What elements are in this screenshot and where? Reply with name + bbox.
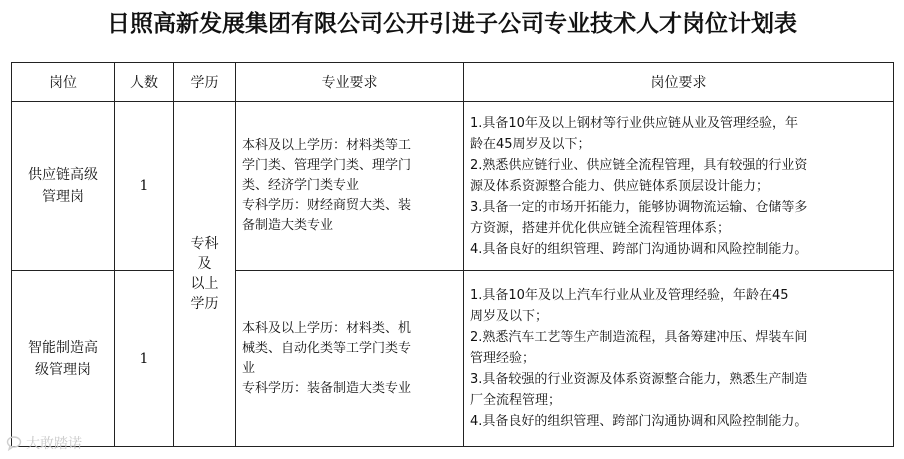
major-line: 备制造大类专业 xyxy=(242,218,334,233)
major-line: 学门类、管理学门类、理学门 xyxy=(242,158,412,173)
requirement-line: 管理经验； xyxy=(470,351,536,366)
education-line: 以上 xyxy=(190,276,219,292)
watermark xyxy=(6,433,82,453)
table-row xyxy=(12,102,894,271)
major-line: 本科及以上学历：材料类等工 xyxy=(242,138,412,153)
post-name-line: 供应链高级 xyxy=(28,167,98,183)
position-requirement-cell xyxy=(464,271,894,447)
table-row xyxy=(12,271,894,447)
major-line: 类、经济学门类专业 xyxy=(242,178,360,193)
requirement-line: 周岁及以下； xyxy=(470,309,549,324)
requirement-line: 方资源，搭建并优化供应链全流程管理体系； xyxy=(470,220,731,236)
major-line: 专科学历：装备制造大类专业 xyxy=(242,380,412,396)
requirement-line: 龄在45周岁及以下； xyxy=(470,136,591,152)
requirement-line: 4.具备良好的组织管理、跨部门沟通协调和风险控制能力。 xyxy=(470,241,808,257)
requirement-line: 2.熟悉汽车工艺等生产制造流程，具备筹建冲压、焊装车间 xyxy=(470,330,808,345)
header-requirements: 岗位要求 xyxy=(464,63,894,102)
education-line: 专科 xyxy=(190,236,219,252)
position-requirement-cell xyxy=(464,102,894,271)
header-post: 岗位 xyxy=(12,63,115,102)
major-line: 械类、自动化类等工学门类专 xyxy=(242,340,412,356)
table-header-row xyxy=(12,63,894,102)
major-line: 本科及以上学历：材料类、机 xyxy=(242,320,412,336)
major-line: 业 xyxy=(242,360,256,376)
requirement-line: 3.具备较强的行业资源及体系资源整合能力，熟悉生产制造 xyxy=(470,372,808,387)
header-major: 专业要求 xyxy=(236,63,464,102)
position-plan-table xyxy=(11,62,894,447)
chat-bubble-icon xyxy=(6,435,22,451)
education-cell xyxy=(174,102,236,447)
post-cell xyxy=(12,102,115,271)
post-name-line: 智能制造高 xyxy=(28,339,98,356)
requirement-line: 源及体系资源整合能力、供应链体系顶层设计能力； xyxy=(470,178,770,194)
header-education: 学历 xyxy=(174,63,236,102)
requirement-line: 厂全流程管理； xyxy=(470,393,562,408)
page-title: 日照高新发展集团有限公司公开引进子公司专业技术人才岗位计划表 xyxy=(107,10,797,37)
requirement-line: 4.具备良好的组织管理、跨部门沟通协调和风险控制能力。 xyxy=(470,414,808,429)
post-name-line: 级管理岗 xyxy=(35,361,91,378)
requirement-line: 3.具备一定的市场开拓能力，能够协调物流运输、仓储等多 xyxy=(470,199,808,215)
major-line: 专科学历：财经商贸大类、装 xyxy=(242,198,412,213)
watermark-text: 大敢踏诺 xyxy=(26,436,82,452)
education-line: 学历 xyxy=(190,296,219,312)
education-line: 及 xyxy=(197,256,212,272)
requirement-line: 2.熟悉供应链行业、供应链全流程管理，具有较强的行业资 xyxy=(470,157,808,173)
major-requirement-cell xyxy=(236,271,464,447)
headcount-cell: 1 xyxy=(115,271,174,447)
post-name-line: 管理岗 xyxy=(42,189,84,205)
major-requirement-cell xyxy=(236,102,464,271)
header-count: 人数 xyxy=(115,63,174,102)
requirement-line: 1.具备10年及以上汽车行业从业及管理经验，年龄在45 xyxy=(470,288,789,303)
headcount-cell: 1 xyxy=(115,102,174,271)
requirement-line: 1.具备10年及以上钢材等行业供应链从业及管理经验，年 xyxy=(470,115,798,131)
post-cell xyxy=(12,271,115,447)
